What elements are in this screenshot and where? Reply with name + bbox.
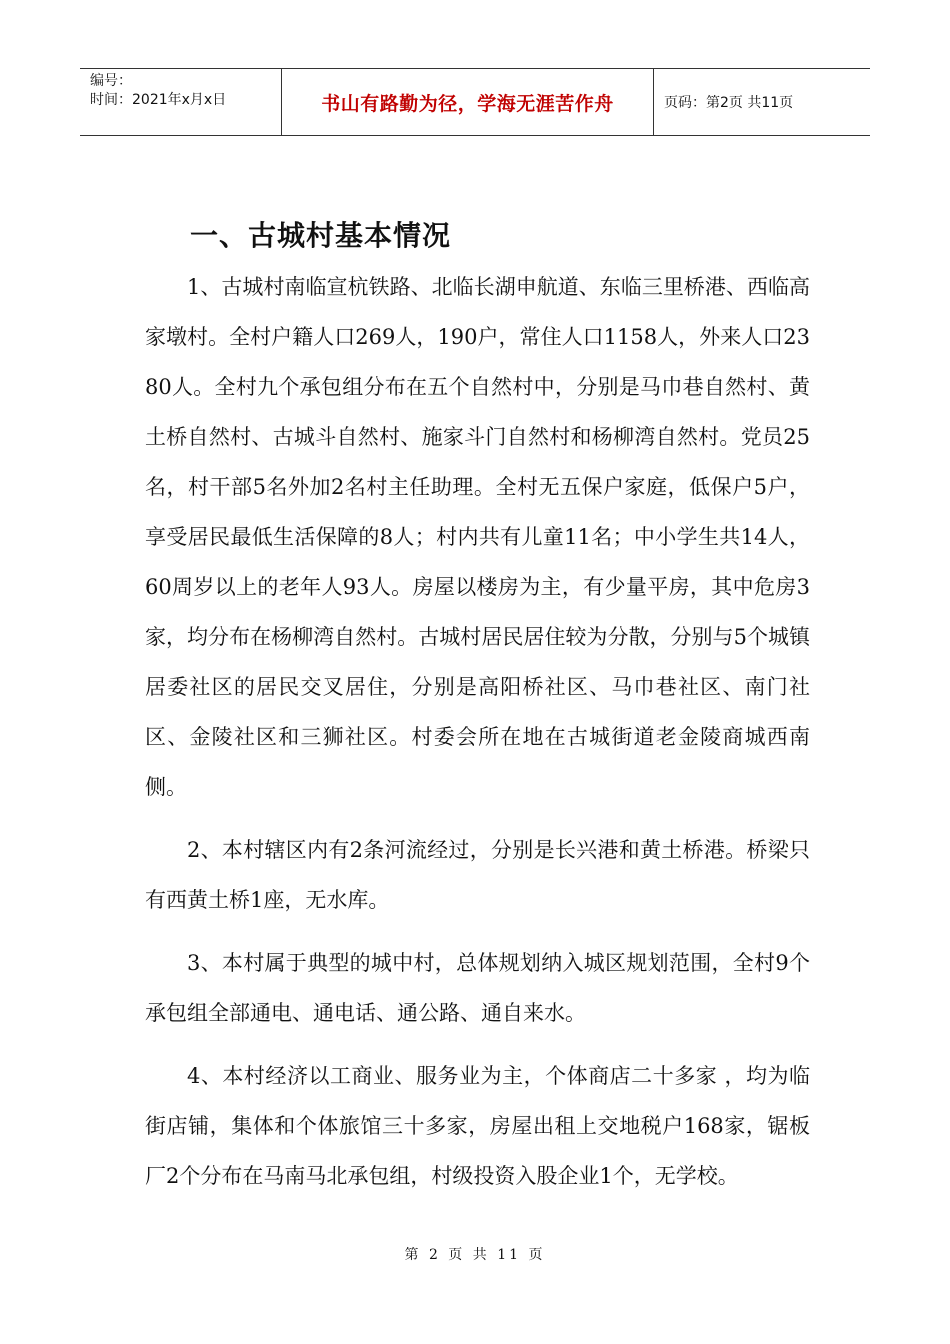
header-page-cell <box>654 69 870 135</box>
header-motto-cell <box>282 69 654 135</box>
document-body <box>145 262 810 1214</box>
paragraph-1: 1、古城村南临宣杭铁路、北临长湖申航道、东临三里桥港、西临高家墩村。全村户籍人口269人，190户，常住人口1158人，外来人口2380人。全村九个承包组分布在五个自然村中，分别是马巾巷自然村、黄土桥自然村、古城斗自然村、施家斗门自然村和杨柳湾自然村。党员25名，村干部5名外加2名村主任助理。全村无五保户家庭，低保户5户，享受居民最低生活保障的8人；村内共有儿童11名；中小学生共14人，60周岁以上的老年人93人。房屋以楼房为主，有少量平房，其中危房3家，均分布在杨柳湾自然村。古城村居民居住较为分散，分别与5个城镇居委社区的居民交叉居住，分别是高阳桥社区、马巾巷社区、南门社区、金陵社区和三狮社区。村委会所在地在古城街道老金陵商城西南侧。 <box>145 275 810 799</box>
section-heading: 一、古城村基本情况 <box>190 219 452 252</box>
header-motto: 书山有路勤为径，学海无涯苦作舟 <box>321 92 614 115</box>
header-meta-cell <box>80 69 282 135</box>
page-footer: 第 2 页 共 11 页 <box>404 1247 546 1263</box>
document-time-label: 时间：2021年x月x日 <box>90 92 227 108</box>
page-header <box>80 68 870 136</box>
document-number-label: 编号： <box>90 73 132 89</box>
paragraph-3: 3、本村属于典型的城中村，总体规划纳入城区规划范围，全村9个承包组全部通电、通电话、通公路、通自来水。 <box>145 951 810 1025</box>
paragraph-4: 4、本村经济以工商业、服务业为主，个体商店二十多家 ，均为临街店铺，集体和个体旅馆三十多家，房屋出租上交地税户168家，锯板厂2个分布在马南马北承包组，村级投资入股企业1个，无学校。 <box>145 1064 810 1188</box>
paragraph-2: 2、本村辖区内有2条河流经过，分别是长兴港和黄土桥港。桥梁只有西黄土桥1座，无水库。 <box>145 838 810 912</box>
header-page-info: 页码：第2页 共11页 <box>664 95 794 111</box>
